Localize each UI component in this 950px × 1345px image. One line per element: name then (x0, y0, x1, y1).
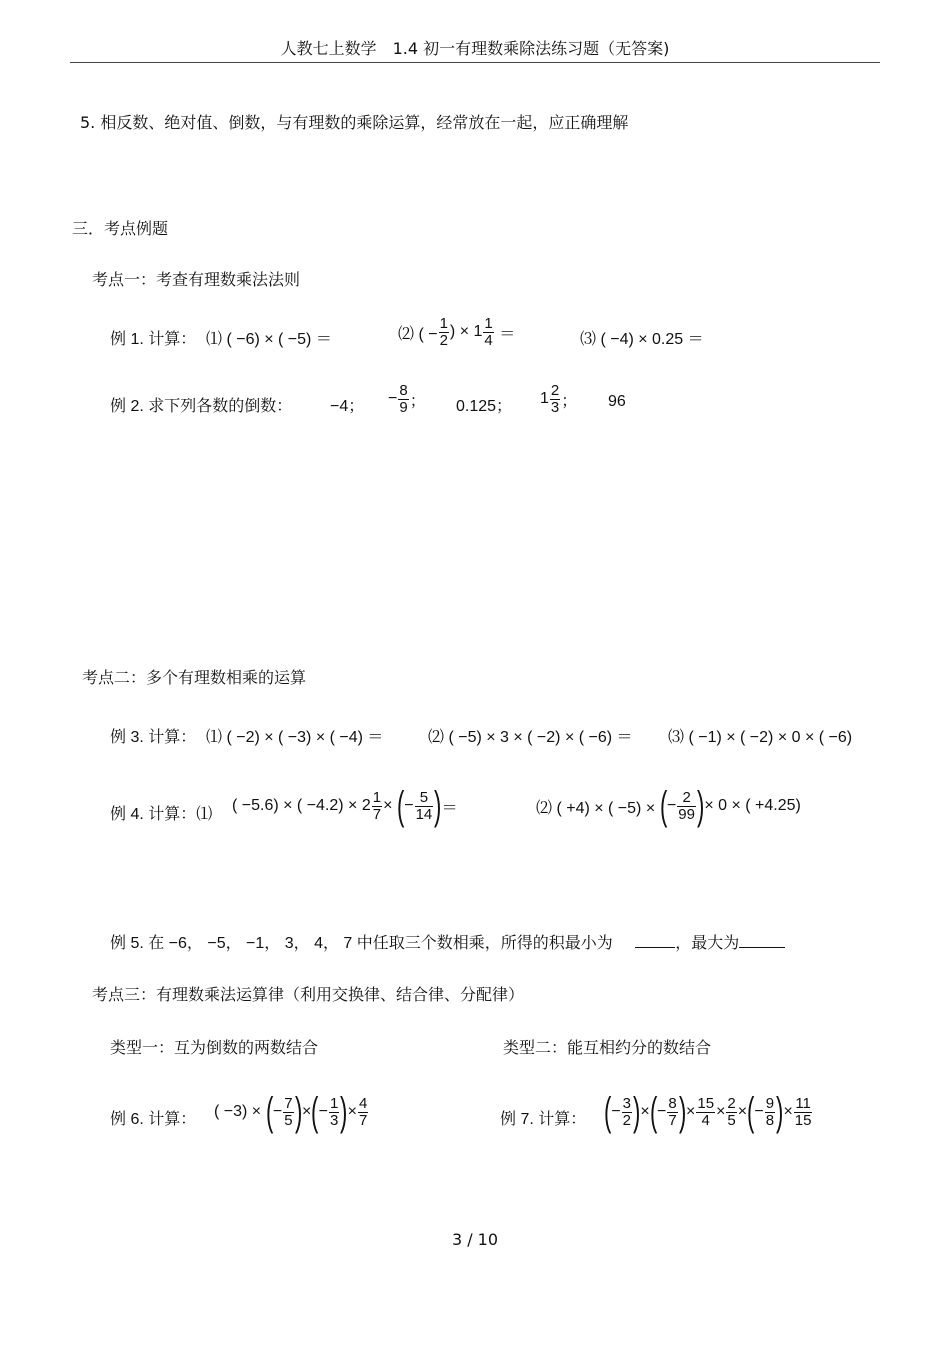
denominator: 3 (550, 398, 560, 416)
ex3-part2: ⑵ ( −5) × 3 × ( −2) × ( −6) ＝ (428, 729, 633, 746)
ex2-label: 例 2. 求下列各数的倒数： (110, 398, 293, 415)
ex4-label: 例 4. 计算：⑴ (110, 806, 213, 823)
type2-title: 类型二：能互相约分的数结合 (503, 1038, 712, 1057)
section-3-title: 三．考点例题 (72, 219, 169, 238)
ex1-part3: ⑶ ( −4) × 0.25 ＝ (580, 331, 704, 348)
right-paren: ) (678, 1090, 687, 1134)
right-paren: ) (633, 1090, 641, 1134)
right-paren: ) (340, 1090, 348, 1134)
minus-sign: − (272, 1103, 283, 1120)
left-paren: ( (311, 1090, 319, 1134)
denominator: 7 (668, 1111, 677, 1129)
numerator: 4 (358, 1094, 368, 1112)
fraction (622, 1096, 632, 1129)
denominator: 4 (701, 1111, 710, 1129)
left-paren: ( (659, 784, 667, 828)
denominator: 2 (439, 331, 448, 349)
numerator: 5 (415, 790, 434, 807)
numerator: 1 (329, 1094, 339, 1112)
numerator: 1 (484, 315, 493, 332)
ex6-label: 例 6. 计算： (110, 1111, 197, 1128)
times-sign: × (640, 1103, 650, 1120)
right-paren: ) (434, 784, 442, 828)
times-sign: × (716, 1103, 726, 1120)
type1-title: 类型一：互为倒数的两数结合 (110, 1038, 319, 1057)
right-paren: ) (294, 1090, 302, 1134)
ex1-part1: ⑴ ( −6) × ( −5) ＝ (206, 331, 332, 348)
ex1-label: 例 1. 计算： (110, 331, 197, 348)
answer-blank-min[interactable] (635, 933, 675, 948)
ex3-part1: ⑴ ( −2) × ( −3) × ( −4) ＝ (206, 729, 384, 746)
left-paren: ( (603, 1090, 612, 1134)
times-sign: × (301, 1103, 312, 1120)
denominator: 99 (678, 805, 695, 823)
ex3-label: 例 3. 计算： (110, 729, 197, 746)
times-sign: × (686, 1103, 696, 1120)
ex2-item-c: 0.125； (456, 398, 513, 415)
numerator: 9 (765, 1094, 775, 1112)
ex4-p1-pre: ( −5.6) × ( −4.2) × 2 (232, 797, 371, 814)
minus-sign: − (611, 1103, 621, 1120)
ex3-part3: ⑶ ( −1) × ( −2) × 0 × ( −6) (668, 729, 853, 746)
fraction (483, 316, 493, 349)
left-paren: ( (265, 1090, 273, 1134)
numerator: 3 (622, 1094, 632, 1112)
fraction (696, 1096, 715, 1129)
ex2-item-d (540, 383, 577, 416)
numerator: 2 (550, 382, 560, 399)
denominator: 7 (372, 805, 382, 823)
fraction (398, 383, 408, 416)
ex1-part2 (398, 316, 515, 349)
minus-sign: − (318, 1103, 328, 1120)
left-paren: ( (396, 784, 405, 828)
denominator: 7 (358, 1111, 368, 1129)
ex6-pre: ( −3) × (214, 1103, 262, 1120)
equals-sign: ＝ (441, 799, 458, 817)
numerator: 1 (439, 315, 448, 332)
ex2-item-b (388, 383, 426, 416)
numerator: 2 (677, 790, 696, 807)
ex1-p2-mid: ) × 1 (449, 323, 483, 341)
denominator: 15 (794, 1111, 812, 1129)
fraction (283, 1096, 293, 1129)
ex4-p2-pre: ⑵ ( +4) × ( −5) × (536, 799, 656, 817)
ex5-text: 例 5. 在 −6， −5， −1， 3， 4， 7 中任取三个数相乘，所得的积最小为 (110, 935, 613, 952)
ex5-mid-text: ，最大为 (675, 935, 740, 952)
numerator: 11 (795, 1094, 811, 1112)
answer-blank-max[interactable] (739, 933, 785, 948)
times-sign: × (347, 1103, 357, 1120)
fraction (415, 790, 434, 823)
numerator: 2 (727, 1094, 736, 1112)
denominator: 2 (622, 1111, 632, 1129)
numerator: 15 (697, 1094, 715, 1112)
right-paren: ) (776, 1090, 784, 1134)
fraction (329, 1096, 339, 1129)
denominator: 5 (284, 1111, 293, 1129)
ex4-part1 (232, 786, 458, 826)
numerator: 1 (372, 788, 382, 806)
separator: ； (409, 392, 426, 410)
minus-sign: − (657, 1103, 667, 1120)
right-paren: ) (696, 784, 705, 828)
ex2-item-a: −4； (330, 398, 365, 415)
denominator: 5 (727, 1111, 736, 1129)
denominator: 14 (415, 805, 433, 823)
ex7-expression (604, 1092, 813, 1132)
fraction (765, 1096, 775, 1129)
ex4-p2-post: × 0 × ( +4.25) (704, 797, 801, 814)
page-header: 人教七上数学 1.4 初一有理数乘除法练习题（无答案) (280, 39, 670, 58)
ex1-p2-pre: ⑵ ( − (398, 325, 438, 343)
denominator: 3 (329, 1111, 339, 1129)
times-sign: × (737, 1103, 748, 1120)
times-sign: × (383, 797, 393, 814)
left-paren: ( (747, 1090, 755, 1134)
fraction (677, 790, 696, 823)
ex1-p2-post: ＝ (499, 325, 516, 343)
ex4-part2 (536, 786, 801, 826)
ex5-line (110, 930, 785, 953)
fraction (439, 316, 449, 349)
page-number: 3 / 10 (451, 1230, 499, 1249)
ex6-expression (214, 1092, 369, 1132)
separator: ； (561, 392, 578, 410)
numerator: 7 (284, 1094, 293, 1112)
minus-sign: − (666, 797, 677, 814)
fraction (726, 1096, 736, 1129)
minus-sign: − (404, 797, 414, 814)
numerator: 8 (668, 1094, 677, 1112)
denominator: 4 (484, 331, 493, 349)
ex7-label: 例 7. 计算： (500, 1111, 587, 1128)
whole-part: 1 (540, 390, 549, 408)
kp2-title: 考点二：多个有理数相乘的运算 (82, 668, 307, 687)
fraction (550, 383, 560, 416)
denominator: 8 (765, 1111, 775, 1129)
kp3-title: 考点三：有理数乘法运算律（利用交换律、结合律、分配律） (92, 985, 525, 1004)
numerator: 8 (399, 382, 408, 399)
left-paren: ( (649, 1090, 658, 1134)
fraction (372, 790, 382, 823)
fraction (794, 1096, 813, 1129)
header-rule (70, 62, 880, 63)
fraction (358, 1096, 368, 1129)
ex2-item-e: 96 (608, 393, 626, 410)
minus-sign: − (388, 390, 398, 408)
denominator: 9 (399, 398, 408, 416)
minus-sign: − (754, 1103, 764, 1120)
kp1-title: 考点一：考查有理数乘法法则 (92, 270, 301, 289)
fraction (667, 1096, 677, 1129)
point-5-text: 5. 相反数、绝对值、倒数，与有理数的乘除运算，经常放在一起，应正确理解 (80, 113, 629, 132)
times-sign: × (783, 1103, 793, 1120)
